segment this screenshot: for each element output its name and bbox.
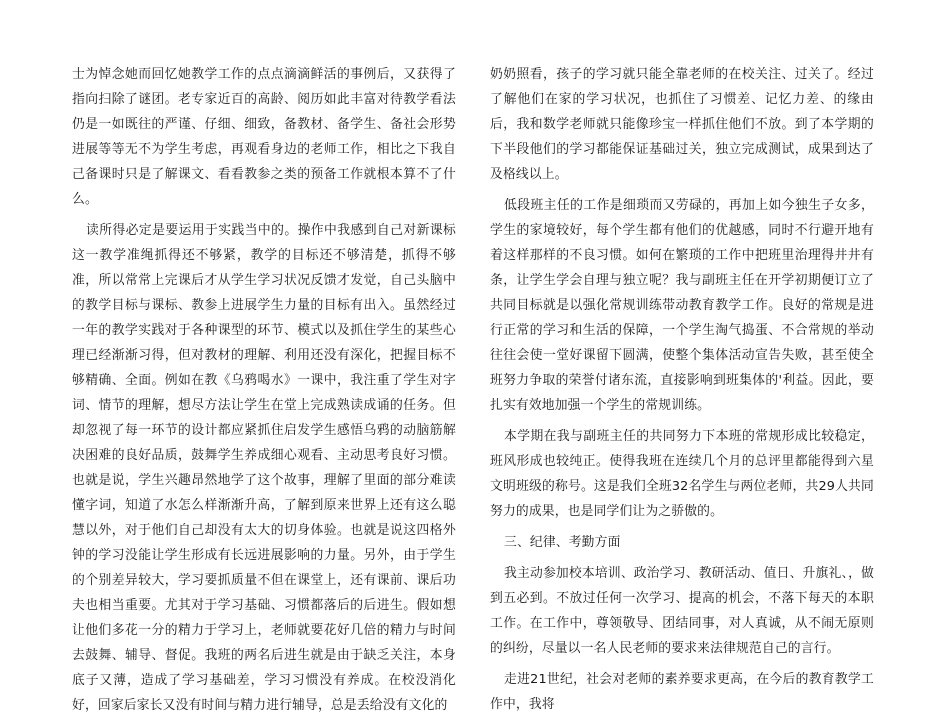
- paragraph: 读所得必定是要运用于实践当中的。操作中我感到自己对新课标这一教学准绳抓得还不够紧，教学的目标还不够清楚，抓得不够准，所以常常上完课后才从学生学习状况反馈才发觉，自己头脑中的教学目标与课标、教参上进展学生力量的目标有出入。虽然经过一年的教学实践对于各种课型的环节、模式以及抓住学生的某些心理已经渐渐习得，但对教材的理解、利用还没有深化，把握目标不够精确、全面。例如在教《乌鸦喝水》一课中，我注重了学生对字词、情节的理解，想尽方法让学生在堂上完成熟读成诵的任务。但却忽视了每一环节的设计都应紧抓住启发学生感悟乌鸦的动脑筋解决困难的良好品质，鼓舞学生养成细心观看、主动思考良好习惯。也就是说，学生兴趣昂然地学了这个故事，理解了里面的部分难读懂字词，知道了水怎么样渐渐升高，了解到原来世界上还有这么聪慧以外，对于他们自己却没有太大的切身体验。也就是说这四格外钟的学习没能让学生形成有长远进展影响的力量。另外，由于学生的个别差异较大，学习要抓质量不但在课堂上，还有课前、课后功夫也相当重要。尤其对于学习基础、习惯都落后的后进生。假如想让他们多花一分的精力于学习上，老师就要花好几倍的精力与时间去鼓舞、辅导、督促。我班的两名后进生就是由于缺乏关注，本身底子又薄，造成了学习基础差，学习习惯没有养成。在校没消化好，回家后家长又没有时间与精力进行辅导，总是丢给没有文化的: [72, 223, 456, 713]
- paragraph: 我主动参加校本培训、政治学习、教研活动、值日、升旗礼、，做到五必到。不放过任何一次学习、提高的机会，不落下每天的本职工作。在工作中，尊领敬导、团结同事，对人真诚，从不闹无原则的纠纷，尽量以一名人民老师的要求来法律规范自己的言行。: [490, 566, 874, 656]
- paragraph: 低段班主任的工作是细琐而又劳碌的，再加上如今独生子女多，学生的家境较好，每个学生都有他们的优越感，同时不行避开地有着这样那样的不良习惯。如何在繁琐的工作中把班里治理得井井有条，让学生学会自理与独立呢？我与副班主任在开学初期便订立了共同目标就是以强化常规训练带动教育教学工作。良好的常规是进行正常的学习和生活的保障，一个学生淘气捣蛋、不合常规的举动往往会使一堂好课留下圆满，使整个集体活动宣告失败，甚至使全班努力争取的荣誉付诸东流，直接影响到班集体的'利益。因此，要扎实有效地加强一个学生的常规训练。: [490, 198, 874, 413]
- paragraph: 奶奶照看，孩子的学习就只能全靠老师的在校关注、过关了。经过了解他们在家的学习状况，也抓住了习惯差、记忆力差、的缘由后，我和数学老师就只能像珍宝一样抓住他们不放。到了本学期的下半段他们的学习都能保证基础过关，独立完成测试，成果到达了及格线以上。: [490, 67, 874, 182]
- paragraph: 本学期在我与副班主任的共同努力下本班的常规形成比较稳定，班风形成也较纯正。使得我班在连续几个月的总评里都能得到六星文明班级的称号。这是我们全班32名学生与两位老师，共29人共同努力的成果，也是同学们让为之骄傲的。: [490, 429, 874, 519]
- right-column: [490, 62, 874, 717]
- paragraph: 士为悼念她而回忆她教学工作的点点滴滴鲜活的事例后，又获得了指向扫除了谜团。老专家近百的高龄、阅历如此丰富对待教学看法仍是一如既往的严谨、仔细、细致，备教材、备学生、备社会形势进展等等无不为学生考虑，再观看身边的老师工作，相比之下我自己备课时只是了解课文、看看教参之类的预备工作就根本算不了什么。: [72, 67, 456, 207]
- left-column: [72, 62, 456, 718]
- section-heading: 三、纪律、考勤方面: [504, 535, 621, 550]
- paragraph: 走进21世纪，社会对老师的素养要求更高，在今后的教育教学工作中，我将: [490, 672, 874, 712]
